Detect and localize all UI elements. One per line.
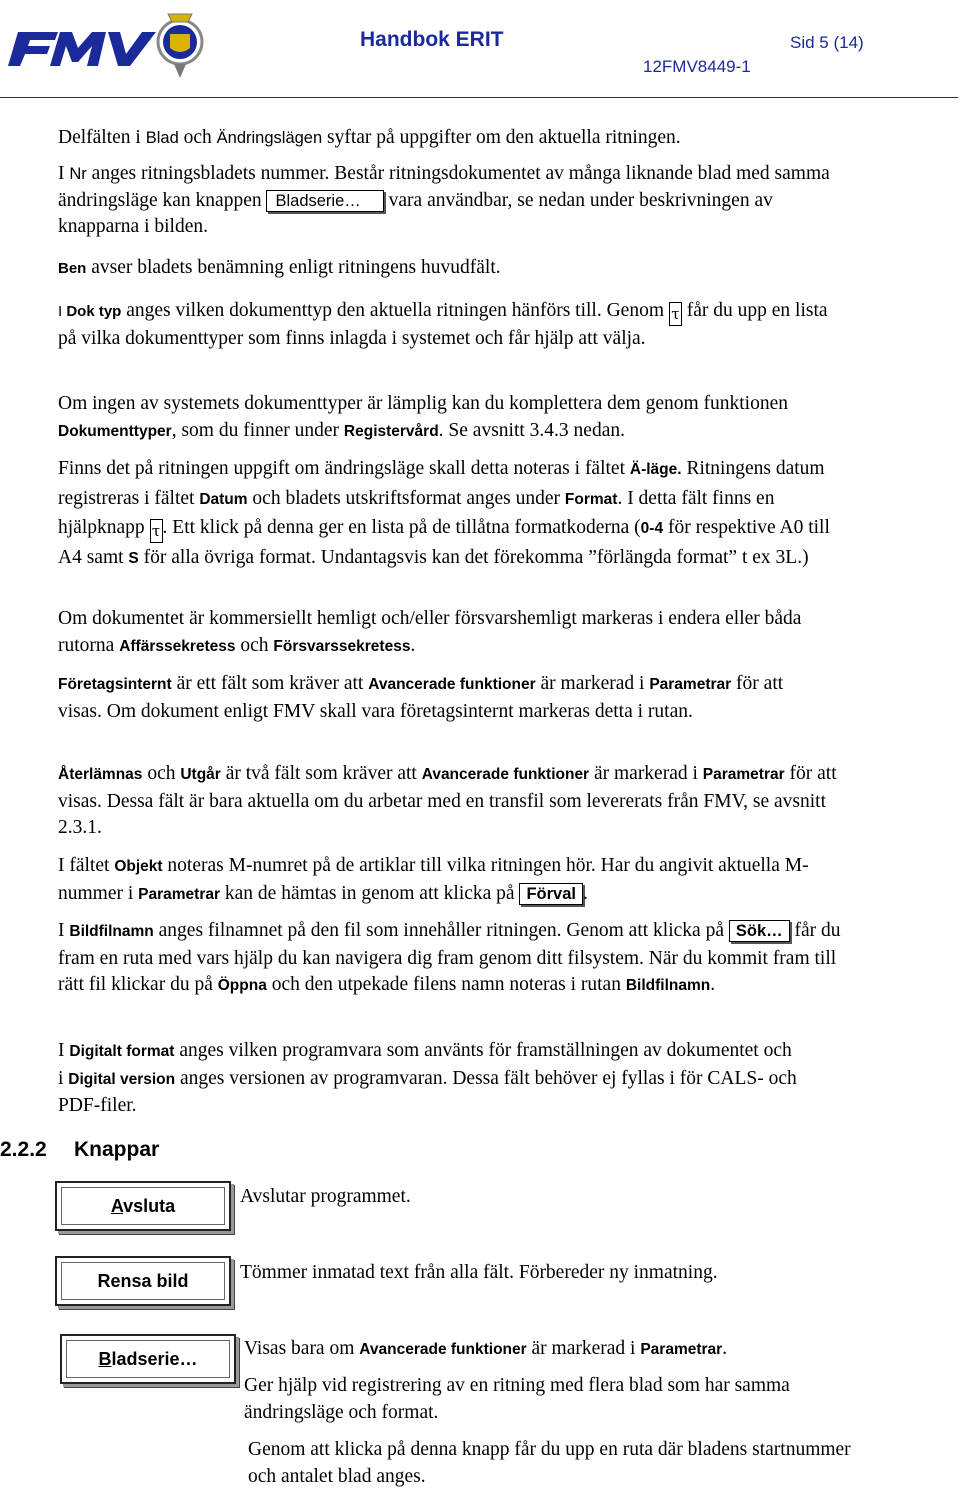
bladserie-description-1: Visas bara om Avancerade funktioner är markerad i Parametrar. [244, 1338, 728, 1359]
rensa-bild-button[interactable]: Rensa bild [55, 1256, 231, 1306]
page-number: Sid 5 (14) [790, 33, 864, 52]
section-number: 2.2.2 [0, 1138, 47, 1161]
paragraph-digitalt-format: I Digitalt format anges vilken programvara som använts för framställningen av dokumentet och i Digital version anges versionen av programvaran. Dessa fält behöver ej fyllas i för CALS- och PDF-filer. [58, 1040, 797, 1116]
avsluta-description: Avslutar programmet. [240, 1186, 411, 1207]
bladserie-button[interactable]: Bladserie… [60, 1334, 236, 1384]
document-number: 12FMV8449-1 [643, 57, 751, 76]
page-header [0, 0, 960, 100]
paragraph-sekretess: Om dokumentet är kommersiellt hemligt och/eller försvarshemligt markeras i endera eller båda rutorna Affärssekretess och Försvarssekretess. [58, 608, 802, 656]
bladserie-description-2: Ger hjälp vid registrering av en ritning med flera blad som har samma ändringsläge och format. [244, 1375, 790, 1423]
rensa-bild-description: Tömmer inmatad text från alla fält. Förbereder ny inmatning. [240, 1262, 718, 1283]
paragraph-aterlamnas: Återlämnas och Utgår är två fält som kräver att Avancerade funktioner är markerad i Parametrar för att visas. Dessa fält är bara aktuella om du arbetar med en transfil som levererats från FMV, se avsnitt 2.3.1. [58, 763, 837, 838]
paragraph-blad: Delfälten i Blad och Ändringslägen syftar på uppgifter om den aktuella ritningen. [58, 127, 681, 148]
sok-inline-button: Sök… [729, 920, 790, 942]
bladserie-inline-button: Bladserie… [266, 190, 383, 212]
header-divider [0, 97, 958, 98]
bladserie-description-3: Genom att klicka på denna knapp får du upp en ruta där bladens startnummer och antalet blad anges. [248, 1439, 851, 1487]
paragraph-foretagsinternt: Företagsinternt är ett fält som kräver att Avancerade funktioner är markerad i Parametrar för att visas. Om dokument enligt FMV skall vara företagsinternt markeras detta i rutan. [58, 673, 784, 722]
section-title: Knappar [74, 1138, 160, 1161]
paragraph-format: Finns det på ritningen uppgift om ändringsläge skall detta noteras i fältet Ä-läge. Ritningens datum registreras i fältet Datum och bladets utskriftsformat anges under Format. I detta fält finns en hjälpknapp τ . Ett klick på denna ger en lista på de tillåtna formatkoderna (0-4 för respektive A0 till A4 samt S för alla övriga format. Undantagsvis kan det förekomma ”förlängda format” t ex 3L.) [58, 458, 830, 568]
fmv-logo [8, 2, 208, 87]
paragraph-bildfilnamn: I Bildfilnamn anges filnamnet på den fil som innehåller ritningen. Genom att klicka på Sök… får du fram en ruta med vars hjälp du kan navigera dig fram genom ditt filsystem. När du kommit fram till rätt fil klickar du på Öppna och den utpekade filens namn noteras i rutan Bildfilnamn. [58, 920, 841, 995]
help-icon: τ [669, 302, 682, 326]
help-icon: τ [150, 519, 163, 543]
paragraph-objekt: I fältet Objekt noteras M-numret på de artiklar till vilka ritningen hör. Har du angivit aktuella M-nummer i Parametrar kan de hämtas in genom att klicka på Förval . [58, 855, 809, 904]
paragraph-nr: I Nr anges ritningsbladets nummer. Består ritningsdokumentet av många liknande blad med samma ändringsläge kan knappen Bladserie… vara användbar, se nedan under beskrivningen av knapparna i bilden. [58, 163, 830, 237]
paragraph-dokumenttyper: Om ingen av systemets dokumenttyper är lämplig kan du komplettera dem genom funktionen Dokumenttyper, som du finner under Registervård. Se avsnitt 3.4.3 nedan. [58, 393, 789, 441]
paragraph-doktyp: I Dok typ anges vilken dokumenttyp den aktuella ritningen hänförs till. Genom τ får du upp en lista på vilka dokumenttyper som finns inlagda i systemet och får hjälp att välja. [58, 300, 828, 349]
avsluta-button[interactable]: Avsluta [55, 1181, 231, 1231]
section-heading [0, 1138, 159, 1162]
document-title: Handbok ERIT [360, 28, 504, 51]
forval-inline-button: Förval [519, 883, 583, 905]
paragraph-ben: Ben avser bladets benämning enligt ritningens huvudfält. [58, 257, 501, 278]
